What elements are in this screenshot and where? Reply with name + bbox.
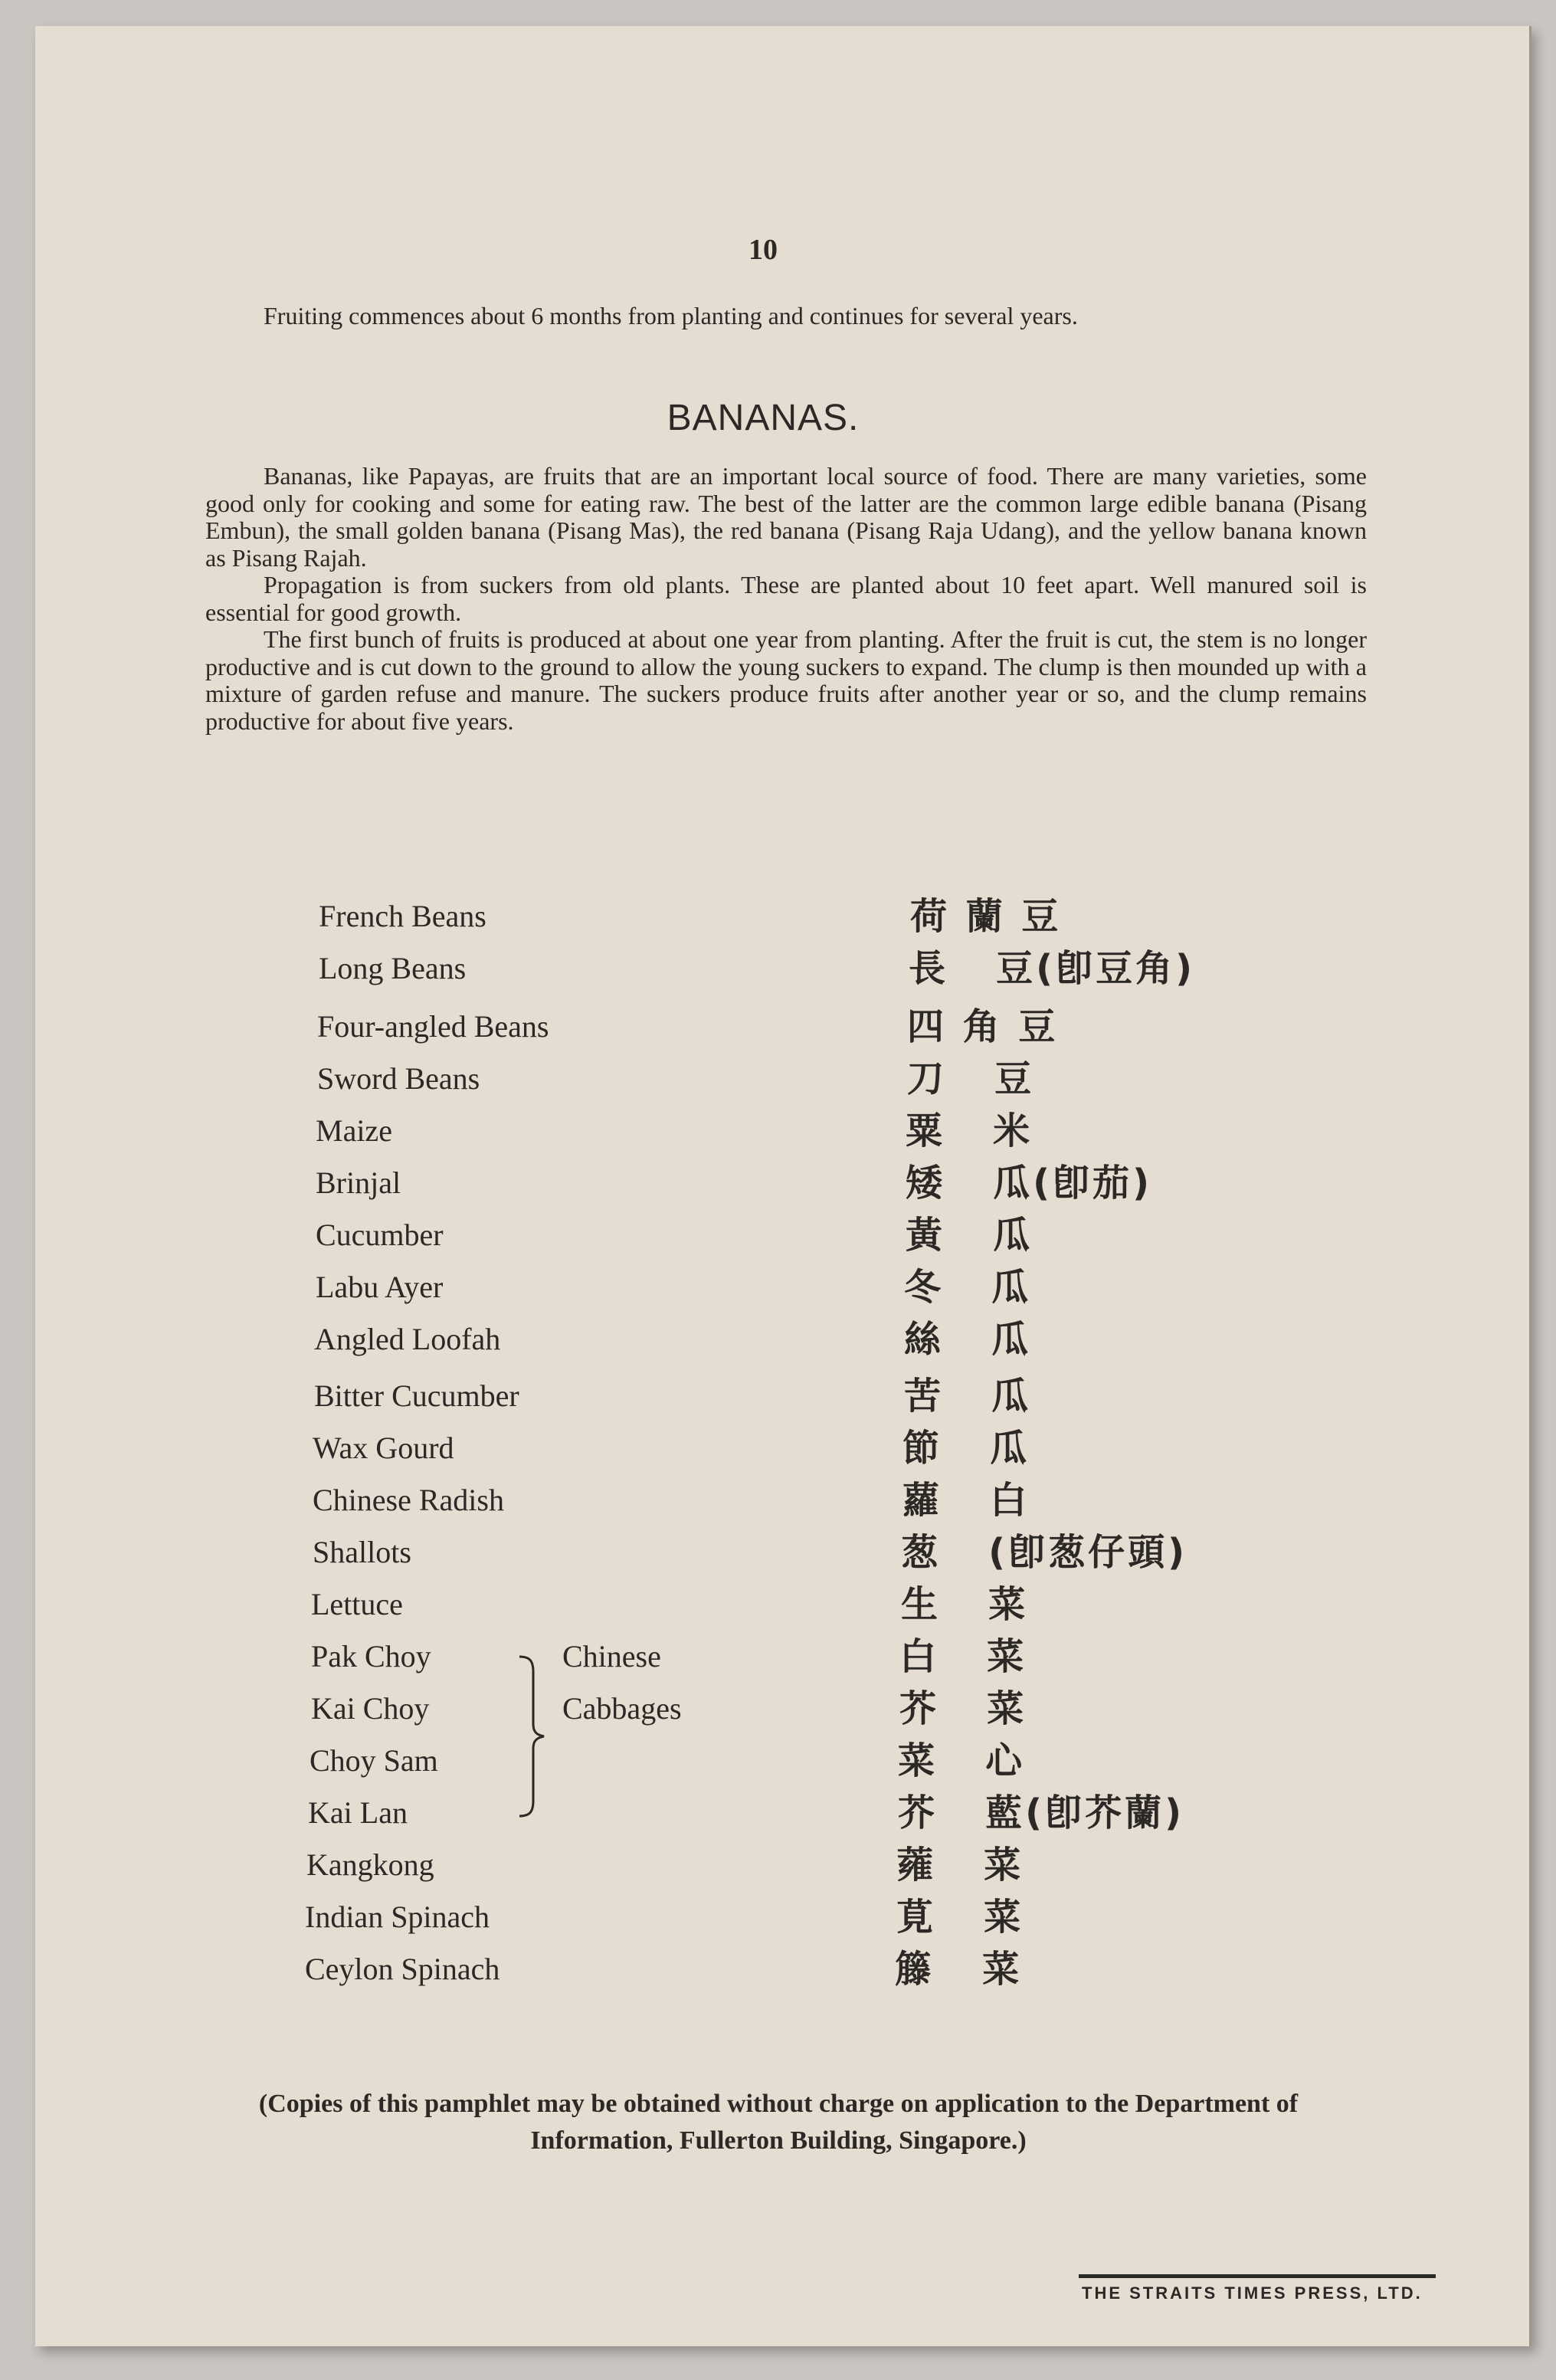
- vegetable-english-name: Four-angled Beans: [317, 1009, 549, 1044]
- intro-paragraph: Fruiting commences about 6 months from planting and continues for several years.: [264, 302, 1078, 329]
- cabbage-group-label: Cabbages: [562, 1691, 682, 1726]
- vegetable-chinese-name: 籐 菜: [895, 1948, 1023, 1991]
- vegetable-chinese-name: 葱 (卽葱仔頭): [901, 1531, 1188, 1574]
- vegetable-row: [35, 1261, 1491, 1313]
- vegetable-english-name: Sword Beans: [317, 1061, 480, 1096]
- body-paragraph: Bananas, like Papayas, are fruits that are an important local source of food. There are many varieties, some good only for cooking and some for eating raw. The best of the latter are the common large edible banana (Pisang Embun), the small golden banana (Pisang Mas), the red banana (Pisang Raja Udang), and the yellow banana known as Pisang Rajah.: [205, 462, 1367, 572]
- vegetable-row: [35, 1578, 1491, 1631]
- body-paragraph: The first bunch of fruits is produced at about one year from planting. After the fruit is cut, the stem is no longer productive and is cut down to the ground to allow the young suckers to expand. The clump is then mounded up with a mixture of garden refuse and manure. The suckers produce fruits after another year or so, and the clump remains productive for about five years.: [205, 625, 1367, 735]
- vegetable-row: [35, 1683, 1491, 1735]
- pamphlet-page: [35, 26, 1531, 2346]
- vegetable-row: [35, 1839, 1491, 1891]
- vegetable-chinese-name: 粟 米: [906, 1110, 1034, 1152]
- vegetable-row: [35, 1001, 1491, 1053]
- vegetable-row: [35, 1943, 1491, 1995]
- vegetable-row: [35, 1787, 1491, 1839]
- vegetable-row: [35, 1526, 1491, 1578]
- vegetable-row: [35, 1105, 1491, 1157]
- vegetable-english-name: Bitter Cucumber: [314, 1378, 519, 1413]
- vegetable-english-name: Long Beans: [319, 951, 467, 985]
- vegetable-english-name: Shallots: [313, 1535, 411, 1569]
- bananas-body: [205, 463, 1367, 735]
- vegetable-row: [35, 1053, 1491, 1105]
- cabbage-group-label: Chinese: [562, 1639, 661, 1674]
- vegetable-chinese-name: 白 菜: [899, 1635, 1027, 1678]
- vegetable-chinese-name: 長 豆(卽豆角): [909, 947, 1196, 990]
- vegetable-row: [35, 1735, 1491, 1787]
- vegetable-english-name: Indian Spinach: [305, 1900, 490, 1934]
- vegetable-chinese-name: 芥 菜: [899, 1687, 1027, 1730]
- section-heading: BANANAS.: [667, 398, 860, 438]
- vegetable-chinese-name: 苦 瓜: [904, 1375, 1032, 1418]
- vegetable-row: [35, 1891, 1491, 1943]
- page-number: 10: [749, 234, 778, 266]
- vegetable-row: [35, 1370, 1491, 1422]
- vegetable-row: [35, 1209, 1491, 1261]
- vegetable-english-name: Angled Loofah: [314, 1322, 501, 1356]
- vegetable-english-name: Ceylon Spinach: [305, 1952, 500, 1986]
- vegetable-english-name: Labu Ayer: [316, 1270, 444, 1304]
- vegetable-english-name: Cucumber: [316, 1218, 444, 1252]
- vegetable-chinese-name: 菜 心: [898, 1739, 1026, 1782]
- vegetable-chinese-name: 刀 豆: [907, 1057, 1035, 1100]
- vegetable-chinese-name: 芥 藍(卽芥蘭): [898, 1792, 1185, 1834]
- footer-note: (Copies of this pamphlet may be obtained without charge on application to the Department of Information, Fullerton Building, Singapore.): [258, 2090, 1299, 2155]
- vegetable-english-name: French Beans: [319, 899, 486, 933]
- vegetable-english-name: Maize: [316, 1113, 392, 1148]
- vegetable-chinese-name: 四 角 豆: [907, 1005, 1059, 1048]
- vegetable-chinese-name: 莧 菜: [896, 1896, 1024, 1939]
- vegetable-english-name: Chinese Radish: [313, 1483, 504, 1517]
- vegetable-row: [35, 1313, 1491, 1365]
- vegetable-row: [35, 942, 1491, 995]
- vegetable-english-name: Lettuce: [311, 1587, 403, 1621]
- curly-brace-icon: [516, 1655, 547, 1818]
- vegetable-english-name: Kai Choy: [311, 1691, 430, 1726]
- vegetable-chinese-name: 絲 瓜: [904, 1318, 1032, 1361]
- vegetable-row: [35, 1474, 1491, 1526]
- vegetable-chinese-name: 節 瓜: [902, 1427, 1030, 1470]
- vegetable-row: [35, 890, 1491, 942]
- vegetable-chinese-name: 黃 瓜: [906, 1214, 1034, 1257]
- vegetable-chinese-name: 蕹 菜: [896, 1844, 1024, 1887]
- printer-divider: [1079, 2274, 1436, 2278]
- vegetable-chinese-name: 蘿 白: [902, 1479, 1030, 1522]
- vegetable-row: [35, 1157, 1491, 1209]
- vegetable-english-name: Pak Choy: [311, 1639, 431, 1674]
- vegetable-row: [35, 1422, 1491, 1474]
- vegetable-row: [35, 1631, 1491, 1683]
- vegetable-english-name: Kangkong: [306, 1847, 434, 1882]
- vegetable-english-name: Brinjal: [316, 1165, 401, 1200]
- vegetable-chinese-name: 荷 蘭 豆: [910, 895, 1062, 938]
- body-paragraph: Propagation is from suckers from old plants. These are planted about 10 feet apart. Well manured soil is essential for good growth.: [205, 571, 1367, 626]
- vegetable-english-name: Kai Lan: [308, 1795, 408, 1830]
- vegetable-chinese-name: 矮 瓜(卽茄): [906, 1162, 1153, 1205]
- vegetable-english-name: Wax Gourd: [313, 1431, 454, 1465]
- vegetable-chinese-name: 冬 瓜: [904, 1266, 1032, 1309]
- vegetable-english-name: Choy Sam: [310, 1743, 438, 1778]
- vegetable-chinese-name: 生 菜: [901, 1583, 1029, 1626]
- printer-imprint: THE STRAITS TIMES PRESS, LTD.: [1082, 2283, 1423, 2303]
